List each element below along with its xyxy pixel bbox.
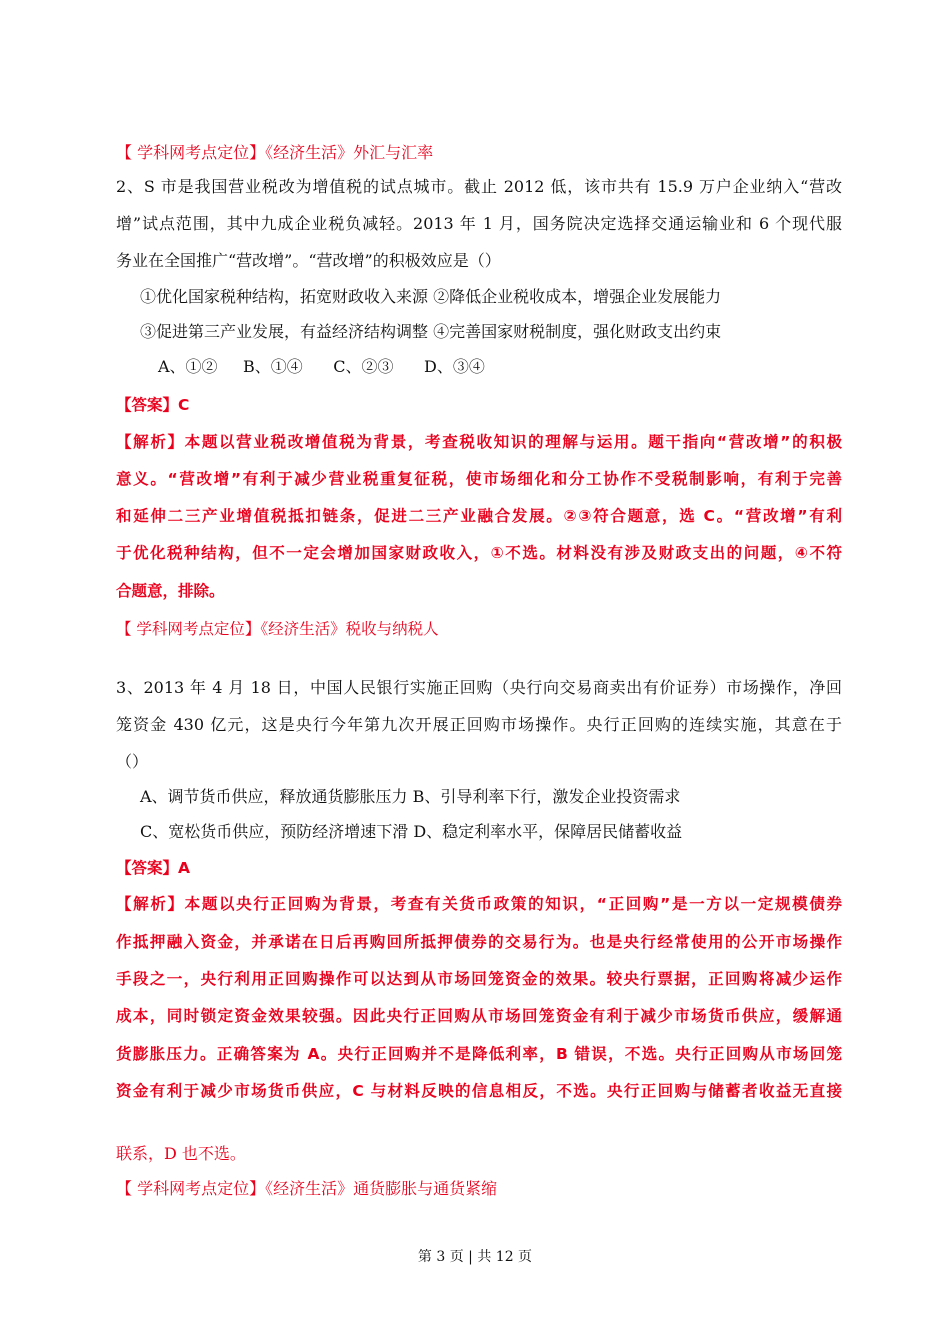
q1-topic-tag: 【 学科网考点定位】《经济生活》外汇与汇率 [116,143,434,162]
q2-option-b: B、①④ [243,357,303,376]
q2-option-c: C、②③ [333,357,394,376]
q3-stem-line: 笼资金 430 亿元，这是央行今年第九次开展正回购市场操作。央行正回购的连续实施，其意在于 [116,715,842,734]
q2-analysis-line: 【解析】本题以营业税改增值税为背景，考查税收知识的理解与运用。题干指向“营改增”的积极 [116,433,842,451]
q2-answer: 【答案】C [116,396,190,414]
q2-analysis-line: 和延伸二三产业增值税抵扣链条，促进二三产业融合发展。②③符合题意，选 C。“营改增”有利 [116,507,842,525]
q3-analysis-line: 【解析】本题以央行正回购为背景，考查有关货币政策的知识，“正回购”是一方以一定规模债券 [116,895,842,913]
q2-options [158,357,884,377]
q3-options-2: C、宽松货币供应，预防经济增速下滑 D、稳定利率水平，保障居民储蓄收益 [140,822,683,841]
q3-analysis-line: 货膨胀压力。正确答案为 A。央行正回购并不是降低利率，B 错误，不选。央行正回购从市场回笼 [116,1045,842,1063]
q2-statements-2: ③促进第三产业发展，有益经济结构调整 ④完善国家财税制度，强化财政支出约束 [140,322,722,341]
q3-options-1: A、调节货币供应，释放通货膨胀压力 B、引导利率下行，激发企业投资需求 [140,787,681,806]
q2-statements-1: ①优化国家税种结构，拓宽财政收入来源 ②降低企业税收成本，增强企业发展能力 [140,287,722,306]
q3-analysis-line: 资金有利于减少市场货币供应，C 与材料反映的信息相反，不选。央行正回购与储蓄者收益无直接 [116,1082,842,1100]
q2-analysis-line: 于优化税种结构，但不一定会增加国家财政收入，①不选。材料没有涉及财政支出的问题，④不符 [116,544,842,562]
q3-analysis-line: 作抵押融入资金，并承诺在日后再购回所抵押债券的交易行为。也是央行经常使用的公开市场操作 [116,933,842,951]
q3-analysis-line: 手段之一，央行利用正回购操作可以达到从市场回笼资金的效果。较央行票据，正回购将减少运作 [116,970,842,988]
q3-analysis-line: 成本，同时锁定资金效果较强。因此央行正回购从市场回笼资金有利于减少市场货币供应，缓解通 [116,1007,842,1025]
q3-topic-tag: 【 学科网考点定位】《经济生活》通货膨胀与通货紧缩 [116,1179,498,1198]
q3-analysis-end: 联系，D 也不选。 [116,1144,246,1163]
q2-stem-line: 增”试点范围，其中九成企业税负减轻。2013 年 1 月，国务院决定选择交通运输业和 6 个现代服 [116,214,842,233]
q3-stem-line: （） [116,752,149,771]
page-footer: 第 3 页 | 共 12 页 [417,1249,533,1265]
q2-topic-tag: 【 学科网考点定位】《经济生活》税收与纳税人 [116,620,439,638]
q2-stem-line: 2、S 市是我国营业税改为增值税的试点城市。截止 2012 低，该市共有 15.9 万户企业纳入“营改 [116,177,842,196]
q2-analysis-line: 合题意，排除。 [116,582,225,600]
q2-option-a: A、①② [158,357,218,376]
q2-stem-line: 务业在全国推广“营改增”。“营改增”的积极效应是（） [116,251,501,270]
q3-stem-line: 3、2013 年 4 月 18 日，中国人民银行实施正回购（央行向交易商卖出有价证券）市场操作，净回 [116,678,842,697]
q2-analysis-line: 意义。“营改增”有利于减少营业税重复征税，使市场细化和分工协作不受税制影响，有利于完善 [116,470,842,488]
q3-answer: 【答案】A [116,859,190,877]
q2-option-d: D、③④ [424,357,485,376]
